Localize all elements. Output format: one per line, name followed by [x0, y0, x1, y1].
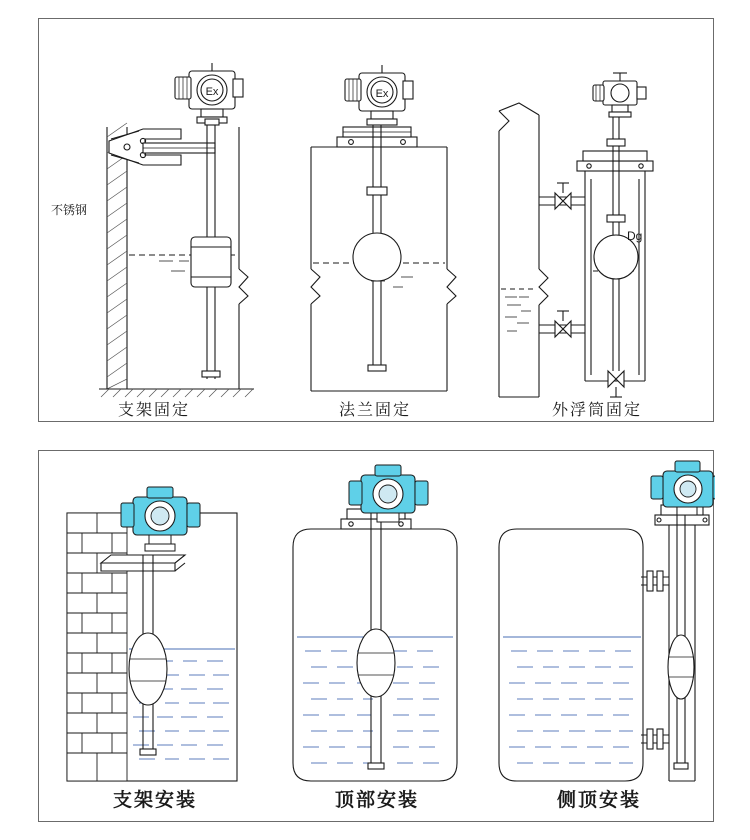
label-dg: Dg	[627, 229, 643, 243]
diagram-external-chamber-fixed	[481, 19, 713, 421]
side-top-install-drawing	[483, 451, 715, 821]
svg-text:Ex: Ex	[205, 86, 219, 98]
caption-flange-fixed: 法兰固定	[338, 402, 411, 419]
bracket-install-drawing	[39, 451, 271, 821]
panel-bottom-installation-types	[38, 450, 714, 822]
diagram-bracket-install	[39, 451, 271, 821]
diagram-side-top-install	[483, 451, 715, 821]
caption-bracket-fixed: 支架固定	[117, 402, 190, 419]
caption-external-chamber-fixed: 外浮筒固定	[551, 402, 642, 419]
caption-top-install: 顶部安装	[334, 790, 419, 811]
caption-side-top-install: 侧顶安装	[556, 790, 641, 811]
top-install-drawing	[271, 451, 483, 821]
flange-fixed-drawing	[269, 19, 481, 421]
svg-text:Ex: Ex	[375, 88, 389, 100]
diagram-top-install	[271, 451, 483, 821]
label-stainless-steel: 不锈钢	[51, 203, 88, 217]
caption-bracket-install: 支架安装	[112, 790, 197, 811]
external-chamber-drawing	[481, 19, 713, 421]
diagram-bracket-fixed	[39, 19, 269, 421]
panel-top-mounting-types	[38, 18, 714, 422]
bracket-fixed-drawing	[39, 19, 269, 421]
diagram-flange-fixed	[269, 19, 481, 421]
